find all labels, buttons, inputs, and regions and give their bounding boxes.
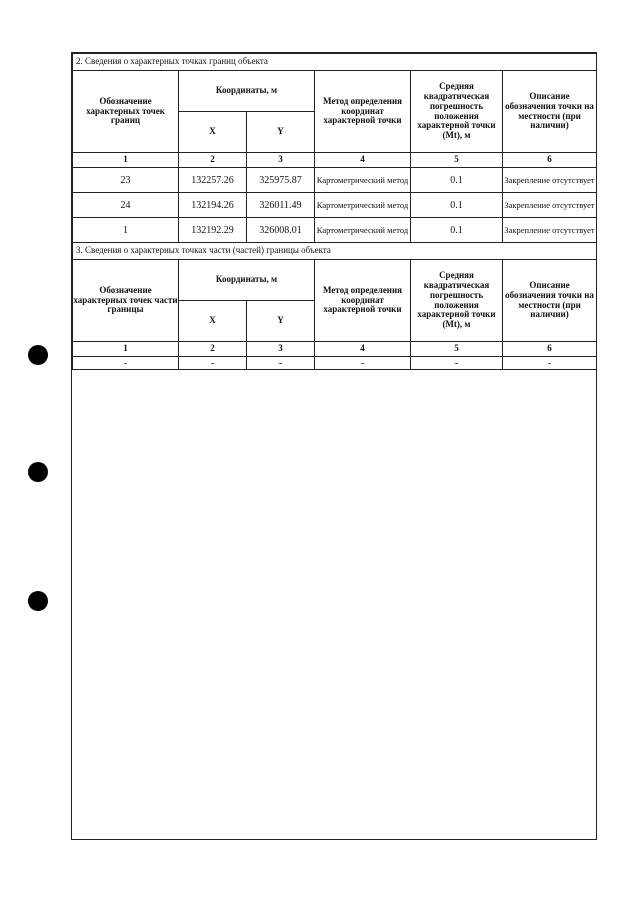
header-description: Описание обозначения точки на местности (при наличии) xyxy=(503,71,597,153)
column-number: 1 xyxy=(73,342,179,357)
coord-x: 132192.29 xyxy=(179,218,247,243)
description-cell: Закрепление отсутствует xyxy=(503,168,597,193)
column-number: 4 xyxy=(315,342,411,357)
coord-x: 132257.26 xyxy=(179,168,247,193)
header-coords: Координаты, м xyxy=(179,260,315,301)
table-row xyxy=(73,357,597,370)
header-method: Метод определения координат характерной точки xyxy=(315,71,411,153)
coord-y: 325975.87 xyxy=(247,168,315,193)
column-number: 2 xyxy=(179,342,247,357)
header-method: Метод определения координат характерной точки xyxy=(315,260,411,342)
punch-hole xyxy=(28,462,48,482)
mt-cell: 0.1 xyxy=(411,193,503,218)
empty-cell: - xyxy=(411,357,503,370)
method-cell: Картометрический метод xyxy=(315,168,411,193)
header-x: X xyxy=(179,112,247,153)
header-x: X xyxy=(179,301,247,342)
column-number: 6 xyxy=(503,153,597,168)
header-y: Y xyxy=(247,301,315,342)
header-coords: Координаты, м xyxy=(179,71,315,112)
table-row xyxy=(73,218,597,243)
coord-x: 132194.26 xyxy=(179,193,247,218)
coord-y: 326008.01 xyxy=(247,218,315,243)
table-row xyxy=(73,168,597,193)
method-cell: Картометрический метод xyxy=(315,193,411,218)
header-designation: Обозначение характерных точек части границы xyxy=(73,260,179,342)
column-number: 3 xyxy=(247,153,315,168)
method-cell: Картометрический метод xyxy=(315,218,411,243)
header-designation: Обозначение характерных точек границ xyxy=(73,71,179,153)
header-error: Средняя квадратическая погрешность положения характерной точки (Mt), м xyxy=(411,260,503,342)
point-id: 24 xyxy=(73,193,179,218)
column-number: 5 xyxy=(411,153,503,168)
punch-hole xyxy=(28,591,48,611)
empty-cell: - xyxy=(179,357,247,370)
description-cell: Закрепление отсутствует xyxy=(503,193,597,218)
mt-cell: 0.1 xyxy=(411,218,503,243)
column-number: 2 xyxy=(179,153,247,168)
coord-y: 326011.49 xyxy=(247,193,315,218)
empty-cell: - xyxy=(247,357,315,370)
empty-cell: - xyxy=(73,357,179,370)
header-description: Описание обозначения точки на местности (при наличии) xyxy=(503,260,597,342)
empty-cell: - xyxy=(315,357,411,370)
column-number: 6 xyxy=(503,342,597,357)
point-id: 23 xyxy=(73,168,179,193)
header-y: Y xyxy=(247,112,315,153)
section-3-title: 3. Сведения о характерных точках части (частей) границы объекта xyxy=(73,243,597,260)
mt-cell: 0.1 xyxy=(411,168,503,193)
column-number: 4 xyxy=(315,153,411,168)
empty-cell: - xyxy=(503,357,597,370)
column-number: 3 xyxy=(247,342,315,357)
boundary-points-table xyxy=(72,53,597,370)
document-frame xyxy=(71,52,597,840)
description-cell: Закрепление отсутствует xyxy=(503,218,597,243)
header-error: Средняя квадратическая погрешность положения характерной точки (Mt), м xyxy=(411,71,503,153)
point-id: 1 xyxy=(73,218,179,243)
table-row xyxy=(73,193,597,218)
section-2-title: 2. Сведения о характерных точках границ объекта xyxy=(73,54,597,71)
column-number: 1 xyxy=(73,153,179,168)
column-number: 5 xyxy=(411,342,503,357)
punch-hole xyxy=(28,345,48,365)
